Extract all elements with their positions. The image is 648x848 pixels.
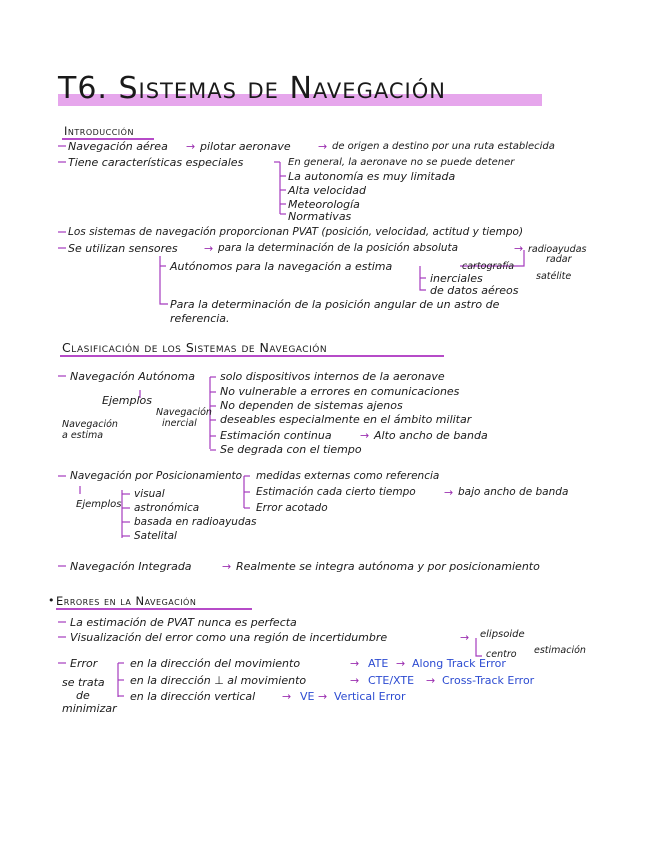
pos-example: basada en radioayudas xyxy=(134,516,257,528)
error-row-b: CTE/XTE xyxy=(368,674,415,687)
auto-item: No vulnerable a errores en comunicaciones xyxy=(220,385,460,398)
pos-bajo: bajo ancho de banda xyxy=(458,486,569,498)
error-row-c: Along Track Error xyxy=(412,657,506,670)
intro-line1-a: Navegación aérea xyxy=(68,140,168,153)
section-underline xyxy=(60,355,444,357)
section-underline xyxy=(56,608,252,610)
auto-item: No dependen de sistemas ajenos xyxy=(220,399,403,412)
intro-line1-b: pilotar aeronave xyxy=(200,140,291,153)
auto-item: deseables especialmente en el ámbito militar xyxy=(220,413,472,426)
page-title: T6. Sistemas de Navegación xyxy=(58,71,446,106)
error-row-b: VE xyxy=(300,690,315,703)
intro-line4-b: para la determinación de la posición absoluta xyxy=(218,242,459,254)
clasif-ejemplos-2: Ejemplos xyxy=(76,499,122,510)
pos-example: astronómica xyxy=(134,502,200,514)
clasif-integrada-desc: Realmente se integra autónoma y por posicionamiento xyxy=(236,560,540,573)
section-heading-intro: Introducción xyxy=(64,124,134,138)
arrow-glyph: → xyxy=(318,690,328,703)
pos-item: Estimación cada cierto tiempo xyxy=(256,486,416,498)
intro-angular-1: Para la determinación de la posición angular de un astro de xyxy=(170,298,500,311)
errores-centro: centro xyxy=(486,649,517,660)
errores-setrata-2: de xyxy=(76,689,90,702)
clasif-autonoma: Navegación Autónoma xyxy=(70,370,195,383)
section-heading-clasificacion: Clasificación de los Sistemas de Navegación xyxy=(62,340,328,355)
arrow-glyph: → xyxy=(282,690,292,703)
arrow-glyph: → xyxy=(350,657,360,670)
intro-inerciales: inerciales xyxy=(430,272,483,285)
errores-setrata-1: se trata xyxy=(62,676,105,689)
errores-line1: La estimación de PVAT nunca es perfecta xyxy=(70,616,297,629)
clasif-ejemplos: Ejemplos xyxy=(102,394,152,407)
error-row-a: en la dirección del movimiento xyxy=(130,657,301,670)
special-item: Meteorología xyxy=(288,198,360,211)
error-row-c: Cross-Track Error xyxy=(442,674,535,687)
auto-degrada: Se degrada con el tiempo xyxy=(220,443,362,456)
intro-angular-2: referencia. xyxy=(170,312,230,325)
clasif-inercial-1: Navegación xyxy=(156,407,212,418)
arrow-glyph: → xyxy=(514,242,524,255)
bullet-dot: • xyxy=(48,594,55,607)
intro-line1-c: de origen a destino por una ruta establecida xyxy=(332,141,555,152)
arrow-glyph: → xyxy=(186,140,196,153)
arrow-glyph: → xyxy=(360,429,370,442)
intro-autonomos: Autónomos para la navegación a estima xyxy=(170,260,393,273)
arrow-glyph: → xyxy=(444,486,454,499)
intro-line3: Los sistemas de navegación proporcionan PVAT (posición, velocidad, actitud y tiempo) xyxy=(68,226,524,238)
clasif-posicionamiento: Navegación por Posicionamiento xyxy=(70,470,243,482)
clasif-estima-1: Navegación xyxy=(62,419,118,430)
intro-line4-a: Se utilizan sensores xyxy=(68,242,178,255)
special-item: Normativas xyxy=(288,210,352,223)
intro-line2-a: Tiene características especiales xyxy=(68,156,244,169)
errores-estimacion: estimación xyxy=(534,645,586,656)
pos-example: Satelital xyxy=(134,530,177,542)
special-item: Alta velocidad xyxy=(288,184,367,197)
intro-datos: de datos aéreos xyxy=(430,284,519,297)
intro-radar: radar xyxy=(546,254,572,265)
errores-setrata-3: minimizar xyxy=(62,702,117,715)
clasif-estima-2: a estima xyxy=(62,430,104,441)
errores-elipsoide: elipsoide xyxy=(480,629,525,640)
auto-item: solo dispositivos internos de la aeronave xyxy=(220,370,445,383)
intro-line2-b: En general, la aeronave no se puede detener xyxy=(288,157,515,168)
arrow-glyph: → xyxy=(396,657,406,670)
special-item: La autonomía es muy limitada xyxy=(288,170,456,183)
errores-error: Error xyxy=(70,657,98,670)
arrow-glyph: → xyxy=(222,560,232,573)
error-row-a: en la dirección vertical xyxy=(130,690,256,703)
intro-satelite: satélite xyxy=(536,271,572,282)
arrow-glyph: → xyxy=(350,674,360,687)
arrow-glyph: → xyxy=(460,631,470,644)
pos-item: Error acotado xyxy=(256,502,328,514)
clasif-integrada: Navegación Integrada xyxy=(70,560,192,573)
clasif-inercial-2: inercial xyxy=(162,418,197,429)
pos-item: medidas externas como referencia xyxy=(256,470,440,482)
error-row-b: ATE xyxy=(368,657,389,670)
arrow-glyph: → xyxy=(426,674,436,687)
error-row-c: Vertical Error xyxy=(334,690,406,703)
auto-estimacion: Estimación continua xyxy=(220,429,332,442)
arrow-glyph: → xyxy=(318,140,328,153)
errores-line2: Visualización del error como una región de incertidumbre xyxy=(70,631,388,644)
auto-alto: Alto ancho de banda xyxy=(374,429,488,442)
intro-radioayudas: radioayudas xyxy=(528,244,587,255)
pos-example: visual xyxy=(134,488,165,500)
error-row-a: en la dirección ⊥ al movimiento xyxy=(130,674,307,687)
intro-cartografia: cartografía xyxy=(462,261,515,272)
section-heading-errores: Errores en la Navegación xyxy=(56,594,197,608)
arrow-glyph: → xyxy=(204,242,214,255)
